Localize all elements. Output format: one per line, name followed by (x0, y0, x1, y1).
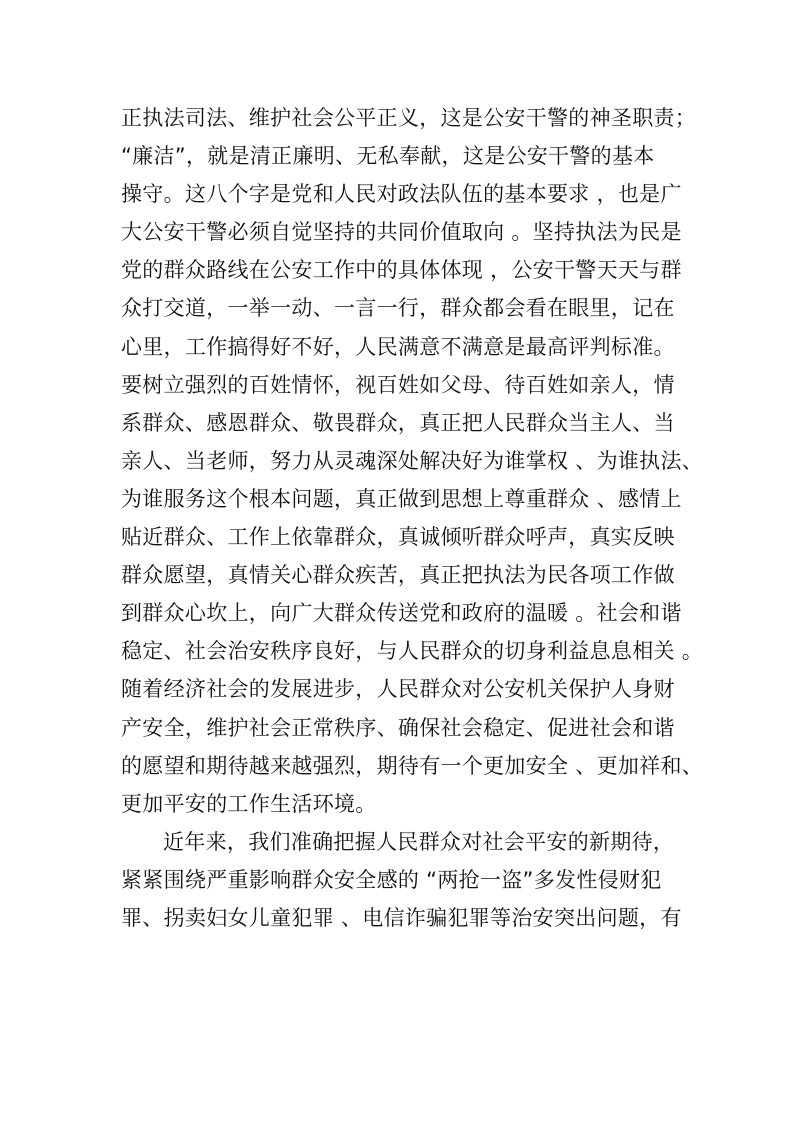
text-line: 更加平安的工作生活环境。 (121, 791, 377, 816)
text-line: 心里，工作搞得好不好，人民满意不满意是最高评判标准。 (121, 334, 675, 359)
text-line: 为谁服务这个根本问题，真正做到思想上尊重群众 、感情上 (121, 486, 682, 511)
text-line: 的愿望和期待越来越强烈，期待有一个更加安全 、更加祥和、 (121, 753, 704, 778)
text-line: 紧紧围绕严重影响群众安全感的 “两抢一盗”多发性侵财犯 (121, 867, 662, 892)
text-line: 贴近群众、工作上依靠群众，真诚倾听群众呼声，真实反映 (121, 525, 675, 550)
text-line: 大公安干警必须自觉坚持的共同价值取向 。坚持执法为民是 (121, 220, 682, 245)
text-line: 要树立强烈的百姓情怀，视百姓如父母、待百姓如亲人，情 (121, 372, 675, 397)
body-text (121, 99, 704, 937)
text-line: 罪、拐卖妇女儿童犯罪 、电信诈骗犯罪等治安突出问题，有 (121, 905, 682, 930)
text-line: 群众愿望，真情关心群众疾苦，真正把执法为民各项工作做 (121, 563, 675, 588)
text-line: 党的群众路线在公安工作中的具体体现 ，公安干警天天与群 (121, 258, 682, 283)
text-line: “廉洁”，就是清正廉明、无私奉献，这是公安干警的基本 (121, 144, 655, 169)
text-line: 正执法司法、维护社会公平正义，这是公安干警的神圣职责； (121, 106, 697, 130)
text-line: 亲人、当老师，努力从灵魂深处解决好为谁掌权 、为谁执法、 (121, 448, 704, 473)
text-line: 到群众心坎上，向广大群众传送党和政府的温暖 。社会和谐 (121, 601, 682, 626)
text-line: 众打交道，一举一动、一言一行，群众都会看在眼里，记在 (121, 296, 675, 321)
text-line: 稳定、社会治安秩序良好，与人民群众的切身利益息息相关 。 (121, 639, 704, 664)
paragraph-start-line: 近年来，我们准确把握人民群众对社会平安的新期待， (163, 829, 675, 854)
text-line: 产安全，维护社会正常秩序、确保社会稳定、促进社会和谐 (121, 715, 675, 740)
text-line: 操守。这八个字是党和人民对政法队伍的基本要求 ，也是广 (121, 182, 682, 207)
text-line: 随着经济社会的发展进步，人民群众对公安机关保护人身财 (121, 677, 675, 702)
text-line: 系群众、感恩群众、敬畏群众，真正把人民群众当主人、当 (121, 410, 675, 435)
